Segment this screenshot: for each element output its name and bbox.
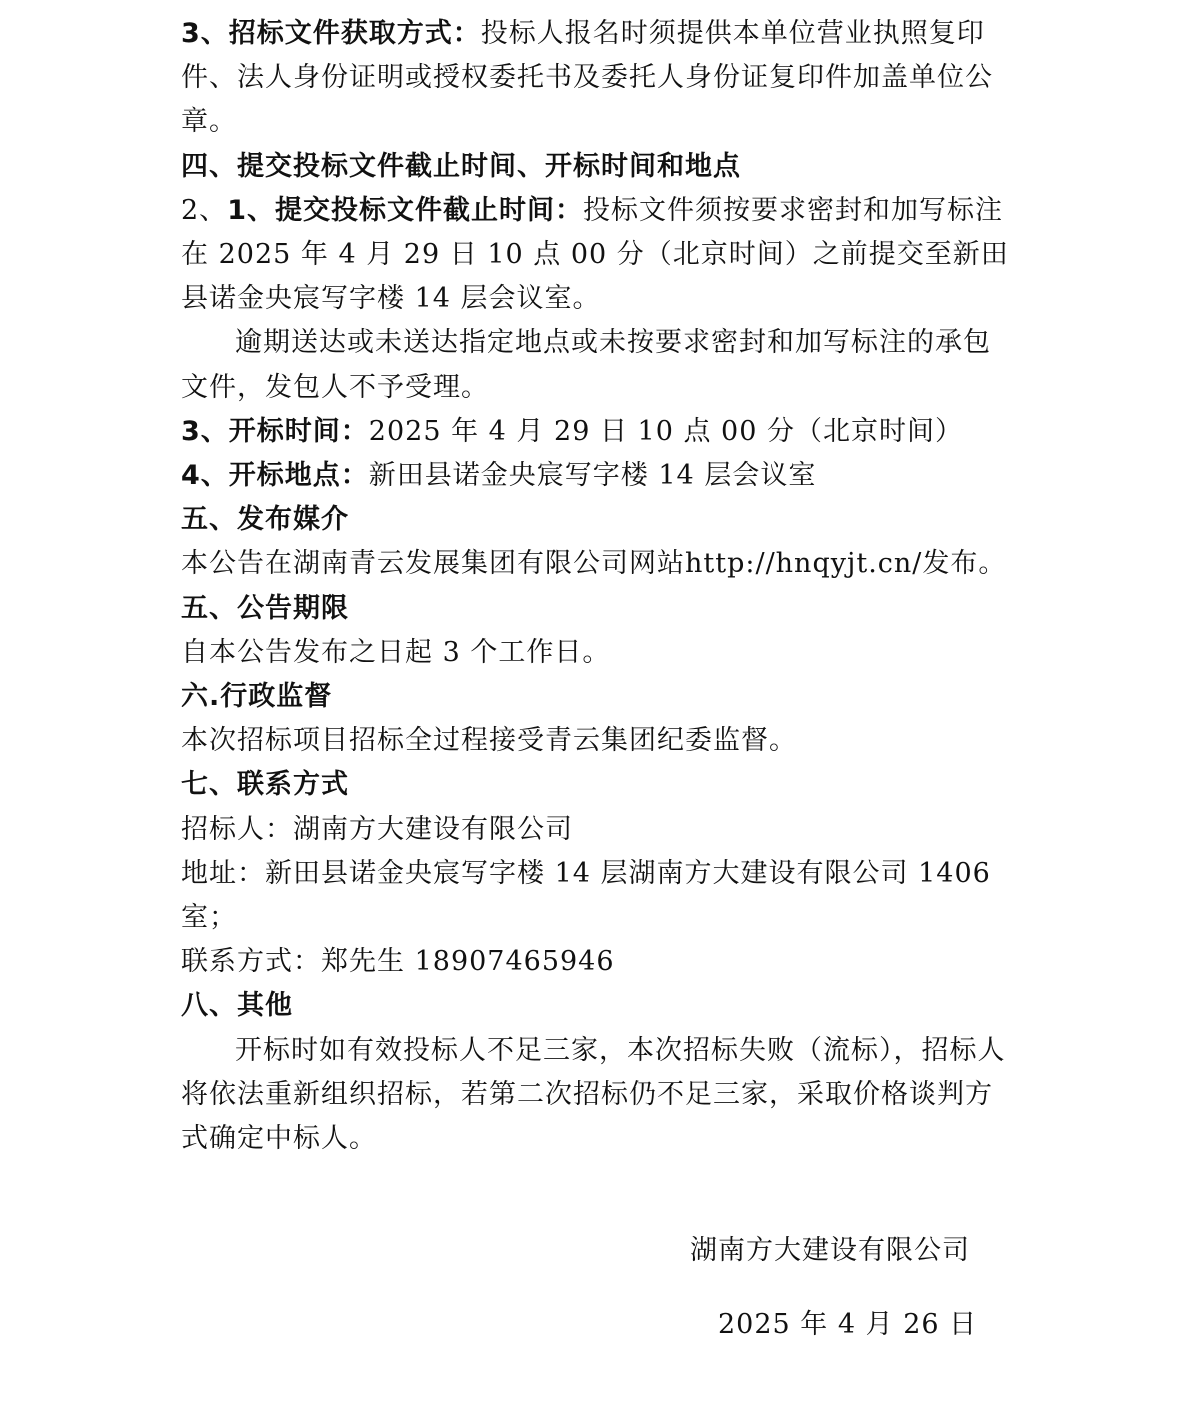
opening-time-label: 3、开标时间： xyxy=(181,415,369,447)
other-text: 开标时如有效投标人不足三家，本次招标失败（流标），招标人将依法重新组织招标，若第二次招标仍不足三家，采取价格谈判方式确定中标人。 xyxy=(181,1034,1006,1155)
contact-tenderer: 招标人：湖南方大建设有限公司 xyxy=(181,813,573,845)
section-heading-contact: 七、联系方式 xyxy=(181,769,349,801)
section-heading-media: 五、发布媒介 xyxy=(181,504,349,536)
section-heading-other: 八、其他 xyxy=(181,990,293,1022)
opening-place-label: 4、开标地点： xyxy=(181,460,369,492)
bid-doc-acquisition-label: 3、招标文件获取方式： xyxy=(181,18,481,49)
document-body xyxy=(181,12,1011,1161)
contact-phone: 联系方式：郑先生 18907465946 xyxy=(181,946,615,978)
signature-company: 湖南方大建设有限公司 xyxy=(690,1235,970,1266)
period-text: 自本公告发布之日起 3 个工作日。 xyxy=(181,636,611,668)
section-heading-supervision: 六.行政监督 xyxy=(181,681,333,713)
opening-place-paragraph xyxy=(181,454,1011,498)
contact-address: 地址：新田县诺金央宸写字楼 14 层湖南方大建设有限公司 1406 室； xyxy=(181,857,991,934)
section-heading-submission: 四、提交投标文件截止时间、开标时间和地点 xyxy=(181,150,741,182)
opening-time-text: 2025 年 4 月 29 日 10 点 00 分（北京时间） xyxy=(368,415,963,447)
deadline-text: 投标文件须按要求密封和加写标注在 2025 年 4 月 29 日 10 点 00 分（北京时间）之前提交至新田县诺金央宸写字楼 14 层会议室。 xyxy=(181,194,1009,315)
bid-doc-acquisition-paragraph xyxy=(181,12,1011,145)
media-text: 本公告在湖南青云发展集团有限公司网站http://hnqyjt.cn/发布。 xyxy=(181,548,1007,580)
bid-doc-acquisition-text: 投标人报名时须提供本单位营业执照复印件、法人身份证明或授权委托书及委托人身份证复印件加盖单位公章。 xyxy=(181,18,993,138)
section-heading-period: 五、公告期限 xyxy=(181,592,349,624)
signature-date: 2025 年 4 月 26 日 xyxy=(718,1309,978,1340)
opening-time-paragraph xyxy=(181,410,1011,454)
deadline-prefix: 2、 xyxy=(181,194,228,226)
deadline-paragraph xyxy=(181,189,1011,322)
opening-place-text: 新田县诺金央宸写字楼 14 层会议室 xyxy=(368,460,817,492)
deadline-label: 1、提交投标文件截止时间： xyxy=(227,194,583,226)
supervision-text: 本次招标项目招标全过程接受青云集团纪委监督。 xyxy=(181,725,797,757)
late-submission-notice: 逾期送达或未送达指定地点或未按要求密封和加写标注的承包文件，发包人不予受理。 xyxy=(181,327,991,403)
